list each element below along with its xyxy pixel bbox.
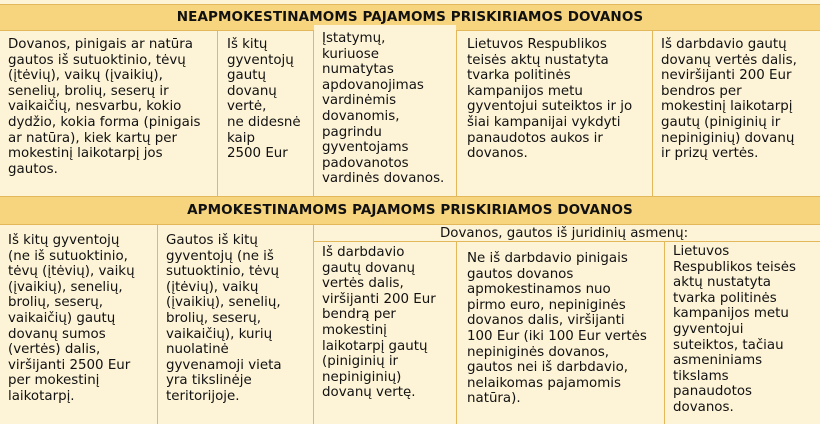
non-taxable-cell-employer: Iš darbdavio gautų dovanų vertės dalis, neviršijanti 200 Eur bendros per mokestinį laikotarpį gautų (piniginių ir nepiniginių) dovanų ir prizų vertės. xyxy=(653,33,820,195)
taxable-cell-others: Iš kitų gyventojų (ne iš sutuoktinio, tėvų (įtėvių), vaikų (įvaikių), senelių, brolių, seserų, vaikaičių) gautų dovanų sumos (vertės) dalis, viršijanti 2500 Eur per mokestinį laikotarpį. xyxy=(0,227,157,424)
divider xyxy=(652,31,653,196)
taxable-header: APMOKESTINAMOMS PAJAMOMS PRISKIRIAMOS DOVANOS xyxy=(0,196,820,225)
divider xyxy=(313,241,820,242)
taxable-cell-target-territory: Gautos iš kitų gyventojų (ne iš sutuoktinio, tėvų (įtėvių), vaikų (įvaikių), senelių, brolių, seserų, vaikaičių), kurių nuolatinė gyvenamoji vieta yra tikslinėje teritorijoje. xyxy=(158,227,313,424)
legal-cell-employer: Iš darbdavio gautų dovanų vertės dalis, viršijanti 200 Eur bendrą per mokestinį laikotarpį gautų (piniginių ir nepiniginių) dovanų vertę. xyxy=(314,242,456,424)
legal-cell-non-employer: Ne iš darbdavio pinigais gautos dovanos apmokestinamos nuo pirmo euro, nepiniginės dovanos dalis, viršijanti 100 Eur (iki 100 Eur vertės nepiniginės dovanos, gautos nei iš darbdavio, nelaikomas pajamomis natūra). xyxy=(457,242,664,424)
divider xyxy=(456,241,457,424)
divider xyxy=(313,31,314,196)
divider xyxy=(456,31,457,196)
legal-entities-header: Dovanos, gautos iš juridinių asmenų: xyxy=(314,225,820,242)
legal-cell-political: Lietuvos Respublikos teisės aktų nustatyta tvarka politinės kampanijos metu gyventojui suteiktos, tačiau asmeniniams tikslams panaudotos dovanos. xyxy=(665,242,820,424)
non-taxable-header: NEAPMOKESTINAMOMS PAJAMOMS PRISKIRIAMOS DOVANOS xyxy=(0,4,820,31)
non-taxable-cell-others: Iš kitų gyventojų gautų dovanų vertė, ne didesnė kaip 2500 Eur xyxy=(218,33,313,195)
non-taxable-cell-family: Dovanos, pinigais ar natūra gautos iš sutuoktinio, tėvų (įtėvių), vaikų (įvaikių), senelių, brolių, seserų ir vaikaičių, nesvarbu, kokio dydžio, kokia forma (pinigais ar natūra), kiek kartų per mokestinį laikotarpį jos gautos. xyxy=(0,33,217,195)
non-taxable-cell-named-gifts: Įstatymų, kuriuose numatytas apdovanojimas vardinėmis dovanomis, pagrindu gyventojams padovanotos vardinės dovanos. xyxy=(314,25,456,195)
divider xyxy=(313,225,314,424)
divider xyxy=(217,31,218,196)
non-taxable-cell-political: Lietuvos Respublikos teisės aktų nustatyta tvarka politinės kampanijos metu gyventojui suteiktos ir jo šiai kampanijai vykdyti panaudotos aukos ir dovanos. xyxy=(457,33,652,195)
divider xyxy=(157,225,158,424)
divider xyxy=(664,241,665,424)
